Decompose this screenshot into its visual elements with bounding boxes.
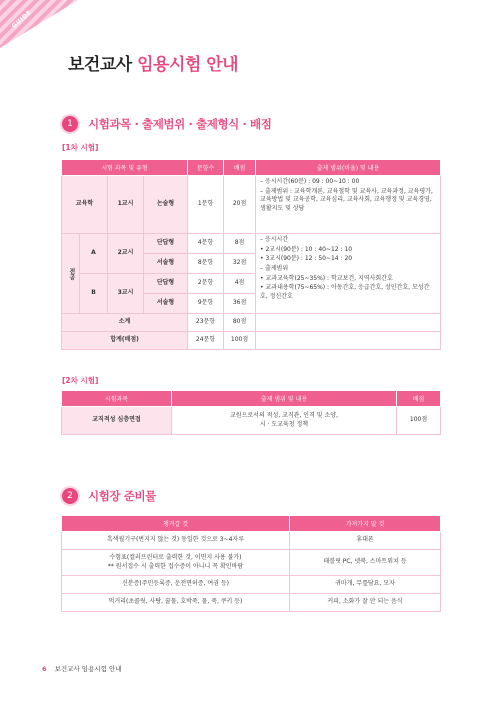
count-cell: 4문항: [188, 234, 224, 254]
type-cell: 단답형: [144, 234, 188, 254]
empty-cell: [256, 314, 441, 332]
period-cell: 3교시: [108, 274, 144, 314]
table-row: [62, 532, 441, 550]
count-cell: 8문항: [188, 254, 224, 274]
header-cell: 챙겨갈 것: [62, 516, 290, 532]
table-row: [62, 550, 441, 576]
leave-cell: 커피, 소화가 잘 안 되는 음식: [290, 594, 441, 612]
count-cell: 9문항: [188, 294, 224, 314]
content-line: • 2교시(90분) : 10 : 40~12 : 10: [260, 245, 353, 253]
header-cell: 가져가지 말 것: [290, 516, 441, 532]
score-cell: 36점: [224, 294, 256, 314]
subject-cell: 교육학: [62, 176, 108, 234]
table-row: [62, 332, 441, 350]
footer-text: 보건교사 임용시험 안내: [54, 665, 122, 673]
group-cell: A: [80, 234, 108, 274]
exam1-table: [61, 159, 441, 350]
empty-cell: [256, 332, 441, 350]
table-row: [62, 314, 441, 332]
period-cell: 1교시: [108, 176, 144, 234]
score-cell: 100점: [397, 407, 441, 435]
section-2-header: [62, 487, 156, 505]
content-line: – 응시시간(60분) : 09 : 00~10 : 00: [260, 178, 360, 185]
content-line: • 교과교육학(25~35%) : 학교보건, 지역사회간호: [260, 274, 393, 282]
type-cell: 서술형: [144, 294, 188, 314]
count-cell: 1문항: [188, 176, 224, 234]
header-cell: 배점: [224, 160, 256, 176]
corner-label: GUIDE: [10, 9, 34, 30]
table-row: [62, 234, 441, 254]
table-header-row: [62, 160, 441, 176]
bring-note: ** 원서접수 시 출력한 접수증이 아니니 꼭 확인바람: [107, 562, 244, 570]
section-title: 시험과목 · 출제범위 · 출제형식 · 배점: [88, 117, 272, 131]
total-label: 합계(배점): [62, 332, 188, 350]
table-header-row: [62, 391, 441, 407]
content-line: – 출제범위 : 교육학개론, 교육철학 및 교육사, 교육과정, 교육평가, 교육방법 및 교육공학, 교육심리, 교육사회, 교육행정 및 교육경영, 생활지도 및 상담: [260, 187, 433, 213]
score-cell: 8점: [224, 234, 256, 254]
table-header-row: [62, 516, 441, 532]
content-line: 교원으로서의 적성, 교직관, 인격 및 소양,: [230, 411, 338, 419]
score-cell: 20점: [224, 176, 256, 234]
content-cell: [172, 407, 397, 435]
leave-cell: 태블릿 PC, 넷북, 스마트워치 등: [290, 550, 441, 576]
supplies-table: [61, 515, 441, 612]
score-cell: 32점: [224, 254, 256, 274]
page-number: 6: [42, 665, 47, 673]
table-row: [62, 594, 441, 612]
header-cell: 출제 범위(비율) 및 내용: [256, 160, 441, 176]
header-cell: 문항수: [188, 160, 224, 176]
type-cell: 논술형: [144, 176, 188, 234]
table-row: [62, 407, 441, 435]
content-line: – 응시시간: [260, 236, 289, 243]
leave-cell: 휴대폰: [290, 532, 441, 550]
subject-cell: 교직적성 심층면접: [62, 407, 172, 435]
exam2-label: [2차 시험]: [62, 376, 99, 385]
type-cell: 서술형: [144, 254, 188, 274]
page-title: [68, 50, 238, 75]
major-label-cell: 전공: [62, 234, 80, 314]
section-title: 시험장 준비물: [88, 489, 156, 503]
header-cell: 시험 과목 및 유형: [62, 160, 188, 176]
bring-cell: 먹거리(초콜릿, 사탕, 꿀물, 호박죽, 물, 죽, 쿠키 등): [62, 594, 290, 612]
table-row: [62, 576, 441, 594]
score-cell: 100점: [224, 332, 256, 350]
title-accent: 임용시험 안내: [137, 55, 239, 75]
header-cell: 시험과목: [62, 391, 172, 407]
page-footer: [42, 664, 122, 673]
section-1-header: [62, 115, 271, 133]
count-cell: 2문항: [188, 274, 224, 294]
header-cell: 출제 범위 및 내용: [172, 391, 397, 407]
table-row: [62, 176, 441, 234]
bring-line: 수험표(컬러프린터로 출력한 것, 이면지 사용 불가): [109, 553, 242, 561]
exam2-table: [61, 390, 441, 435]
group-cell: B: [80, 274, 108, 314]
score-cell: 4점: [224, 274, 256, 294]
header-cell: 배점: [397, 391, 441, 407]
section-number-badge: 2: [62, 488, 78, 504]
bring-cell: [62, 550, 290, 576]
leave-cell: 귀마개, 무릎담요, 모자: [290, 576, 441, 594]
exam1-label: [1차 시험]: [62, 143, 99, 152]
content-line: • 3교시(90분) : 12 : 50~14 : 20: [260, 255, 353, 263]
section-number-badge: 1: [62, 116, 78, 132]
content-cell: [256, 234, 441, 314]
content-cell: [256, 176, 441, 234]
bring-cell: 흑색필기구(번지지 않는 것) 동일한 것으로 3~4자루: [62, 532, 290, 550]
content-line: 시 · 도교육청 정책: [259, 420, 309, 428]
content-line: – 출제범위: [260, 265, 289, 273]
bring-cell: 신분증(주민등록증, 운전면허증, 여권 등): [62, 576, 290, 594]
subtotal-label: 소계: [62, 314, 188, 332]
count-cell: 23문항: [188, 314, 224, 332]
content-line: • 교과내용학(75~65%) : 아동간호, 응급간호, 성인간호, 모성간호, 정신간호: [260, 284, 430, 301]
score-cell: 80점: [224, 314, 256, 332]
title-main: 보건교사: [68, 55, 132, 75]
count-cell: 24문항: [188, 332, 224, 350]
period-cell: 2교시: [108, 234, 144, 274]
type-cell: 단답형: [144, 274, 188, 294]
